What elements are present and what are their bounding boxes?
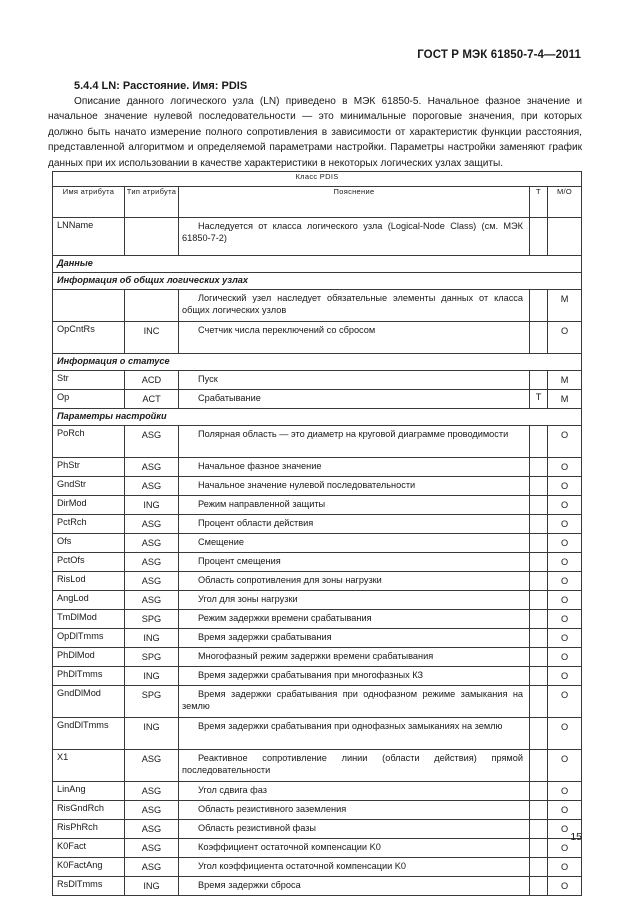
table-row [53,610,582,629]
table-group-row [53,256,582,273]
mo-cell: O [548,553,582,572]
attribute-name-cell: Str [53,371,125,390]
attribute-name-cell [53,290,125,322]
table-row [53,782,582,801]
description-cell [179,458,530,477]
table-row [53,371,582,390]
description-cell [179,782,530,801]
description-text: Процент области действия [198,518,314,528]
mo-cell: O [548,648,582,667]
header-attribute-name: Имя атрибута [53,187,125,218]
mo-cell: O [548,877,582,896]
t-cell [530,591,548,610]
t-cell [530,371,548,390]
table-row [53,390,582,409]
description-text: Область сопротивления для зоны нагрузки [198,575,382,585]
attribute-type-cell: ASG [125,553,179,572]
table-row [53,877,582,896]
document-header: ГОСТ Р МЭК 61850-7-4—2011 [417,49,581,61]
description-cell [179,477,530,496]
description-cell [179,322,530,354]
t-cell [530,426,548,458]
description-cell [179,839,530,858]
mo-cell: O [548,839,582,858]
description-text: Полярная область — это диаметр на круговой диаграмме проводимости [198,429,509,439]
t-cell [530,458,548,477]
mo-cell: O [548,591,582,610]
table-row [53,629,582,648]
attribute-name-cell: K0Fact [53,839,125,858]
attribute-name-cell: RisGndRch [53,801,125,820]
attribute-name-cell: K0FactAng [53,858,125,877]
mo-cell: O [548,426,582,458]
table-row [53,667,582,686]
description-cell [179,515,530,534]
table-row [53,648,582,667]
mo-cell: O [548,477,582,496]
section-intro: Описание данного логического узла (LN) приведено в МЭК 61850-5. Начальное фазное значение и начальное значение нулевой последовательности — это минимальные пороговые значения, при которых должно быть начато измерение полного сопротивления в зависимости от характеристик функции расстояния, представленной алгоритмом и определяемой параметрами настройки. Параметры настройки заменяют график данных при их использовании в качестве характеристики в некоторых логических узлах защиты. [48,96,582,169]
page-number: 15 [570,831,582,843]
header-mo: M/O [548,187,582,218]
group-label: Данные [53,256,582,273]
t-cell [530,839,548,858]
t-cell [530,496,548,515]
description-text: Коэффициент остаточной компенсации K0 [198,842,381,852]
attribute-name-cell: OpDlTmms [53,629,125,648]
t-cell [530,572,548,591]
attribute-type-cell: ASG [125,839,179,858]
description-text: Начальное фазное значение [198,461,322,471]
table-row [53,458,582,477]
attribute-name-cell: OpCntRs [53,322,125,354]
attribute-type-cell: ASG [125,782,179,801]
mo-cell: O [548,718,582,750]
attribute-type-cell: ASG [125,426,179,458]
t-cell [530,218,548,256]
t-cell [530,686,548,718]
attribute-type-cell: ASG [125,515,179,534]
t-cell [530,515,548,534]
table-row [53,496,582,515]
table-row [53,218,582,256]
mo-cell: O [548,686,582,718]
attribute-name-cell: PctOfs [53,553,125,572]
attribute-type-cell: ASG [125,591,179,610]
t-cell [530,782,548,801]
t-cell [530,718,548,750]
mo-cell: O [548,820,582,839]
t-cell [530,801,548,820]
description-text: Время задержки срабатывания при многофазных КЗ [198,670,424,680]
attribute-type-cell: ING [125,877,179,896]
mo-cell: O [548,322,582,354]
table-row [53,591,582,610]
attribute-name-cell: GndStr [53,477,125,496]
mo-cell: O [548,572,582,591]
attribute-type-cell: ACD [125,371,179,390]
table-row [53,572,582,591]
t-cell [530,858,548,877]
attribute-type-cell: ASG [125,534,179,553]
attribute-name-cell: PhDlTmms [53,667,125,686]
t-cell [530,534,548,553]
t-cell [530,610,548,629]
description-text: Время задержки срабатывания при однофазных замыканиях на землю [198,721,503,731]
description-text: Счетчик числа переключений со сбросом [198,325,376,335]
attribute-name-cell: GndDlMod [53,686,125,718]
table-row [53,534,582,553]
attribute-type-cell: ASG [125,750,179,782]
description-text: Угол для зоны нагрузки [198,594,298,604]
t-cell [530,648,548,667]
attribute-type-cell: ASG [125,572,179,591]
t-cell [530,750,548,782]
description-text: Процент смещения [198,556,281,566]
group-label: Параметры настройки [53,409,582,426]
attribute-name-cell: LNName [53,218,125,256]
mo-cell: O [548,782,582,801]
attribute-type-cell: ASG [125,858,179,877]
attribute-type-cell [125,218,179,256]
t-cell [530,290,548,322]
attribute-type-cell: SPG [125,610,179,629]
description-text: Время задержки сброса [198,880,301,890]
attribute-type-cell: ING [125,667,179,686]
t-cell [530,877,548,896]
attribute-name-cell: PctRch [53,515,125,534]
table-row [53,820,582,839]
description-text: Область резистивной фазы [198,823,317,833]
t-cell [530,820,548,839]
attribute-name-cell: LinAng [53,782,125,801]
mo-cell: O [548,458,582,477]
table-row [53,750,582,782]
section-title: 5.4.4 LN: Расстояние. Имя: PDIS [74,80,248,92]
mo-cell: M [548,371,582,390]
mo-cell: O [548,629,582,648]
description-text: Режим направленной защиты [198,499,326,509]
table-row [53,686,582,718]
description-text: Срабатывание [198,393,261,403]
table-row [53,553,582,572]
attribute-type-cell: SPG [125,648,179,667]
attribute-type-cell: SPG [125,686,179,718]
description-cell [179,290,530,322]
table-row [53,515,582,534]
attribute-type-cell: ASG [125,801,179,820]
t-cell [530,477,548,496]
attribute-name-cell: RisLod [53,572,125,591]
description-cell [179,553,530,572]
t-cell: T [530,390,548,409]
table-row [53,322,582,354]
attribute-type-cell: ACT [125,390,179,409]
attribute-name-cell: RisPhRch [53,820,125,839]
table-row [53,858,582,877]
description-text: Реактивное сопротивление линии (области действия) прямой последовательности [182,753,523,775]
attribute-type-cell: ASG [125,477,179,496]
table-row [53,801,582,820]
attribute-type-cell: ING [125,718,179,750]
mo-cell: O [548,667,582,686]
t-cell [530,667,548,686]
description-cell [179,750,530,782]
group-label: Информация о статусе [53,354,582,371]
mo-cell: O [548,534,582,553]
mo-cell: M [548,290,582,322]
description-cell [179,686,530,718]
table-group-row [53,273,582,290]
description-cell [179,648,530,667]
attribute-name-cell: PhDlMod [53,648,125,667]
mo-cell: O [548,610,582,629]
table-row [53,426,582,458]
mo-cell: O [548,750,582,782]
attribute-name-cell: AngLod [53,591,125,610]
description-text: Время задержки срабатывания при однофазном режиме замыкания на землю [182,689,523,711]
table-row [53,718,582,750]
t-cell [530,322,548,354]
attribute-name-cell: PoRch [53,426,125,458]
mo-cell: O [548,801,582,820]
table-row [53,290,582,322]
description-cell [179,534,530,553]
attribute-name-cell: Ofs [53,534,125,553]
header-t: T [530,187,548,218]
mo-cell [548,218,582,256]
description-cell [179,496,530,515]
attribute-name-cell: TmDlMod [53,610,125,629]
description-cell [179,877,530,896]
t-cell [530,553,548,572]
description-cell [179,426,530,458]
description-text: Область резистивного заземления [198,804,347,814]
attribute-name-cell: DirMod [53,496,125,515]
table-row [53,477,582,496]
description-text: Логический узел наследует обязательные элементы данных от класса общих логических узлов [182,293,523,315]
description-cell [179,610,530,629]
description-text: Наследуется от класса логического узла (Logical-Node Class) (см. МЭК 61850-7-2) [182,221,523,243]
class-label: Класс PDIS [53,172,582,187]
description-text: Пуск [198,374,218,384]
description-cell [179,629,530,648]
header-description: Пояснение [179,187,530,218]
description-text: Угол сдвига фаз [198,785,267,795]
description-text: Режим задержки времени срабатывания [198,613,372,623]
description-cell [179,858,530,877]
attribute-type-cell: ING [125,629,179,648]
description-cell [179,371,530,390]
mo-cell: O [548,496,582,515]
attribute-name-cell: X1 [53,750,125,782]
pdis-attribute-table [52,171,582,896]
table-body [53,218,582,896]
description-cell [179,820,530,839]
description-text: Угол коэффициента остаточной компенсации K0 [198,861,407,871]
description-cell [179,667,530,686]
mo-cell: O [548,515,582,534]
attribute-type-cell: ING [125,496,179,515]
description-text: Многофазный режим задержки времени срабатывания [198,651,434,661]
attribute-name-cell: RsDlTmms [53,877,125,896]
description-cell [179,390,530,409]
description-cell [179,591,530,610]
attribute-name-cell: GndDlTmms [53,718,125,750]
mo-cell: M [548,390,582,409]
table-group-row [53,409,582,426]
attribute-name-cell: PhStr [53,458,125,477]
table-group-row [53,354,582,371]
description-cell [179,572,530,591]
attribute-type-cell: ASG [125,820,179,839]
description-text: Время задержки срабатывания [198,632,332,642]
group-label: Информация об общих логических узлах [53,273,582,290]
description-cell [179,218,530,256]
description-cell [179,718,530,750]
attribute-type-cell: INC [125,322,179,354]
header-attribute-type: Тип атрибута [125,187,179,218]
description-cell [179,801,530,820]
attribute-type-cell: ASG [125,458,179,477]
description-text: Смещение [198,537,244,547]
mo-cell: O [548,858,582,877]
t-cell [530,629,548,648]
table-row [53,839,582,858]
attribute-name-cell: Op [53,390,125,409]
attribute-type-cell [125,290,179,322]
description-text: Начальное значение нулевой последовательности [198,480,416,490]
